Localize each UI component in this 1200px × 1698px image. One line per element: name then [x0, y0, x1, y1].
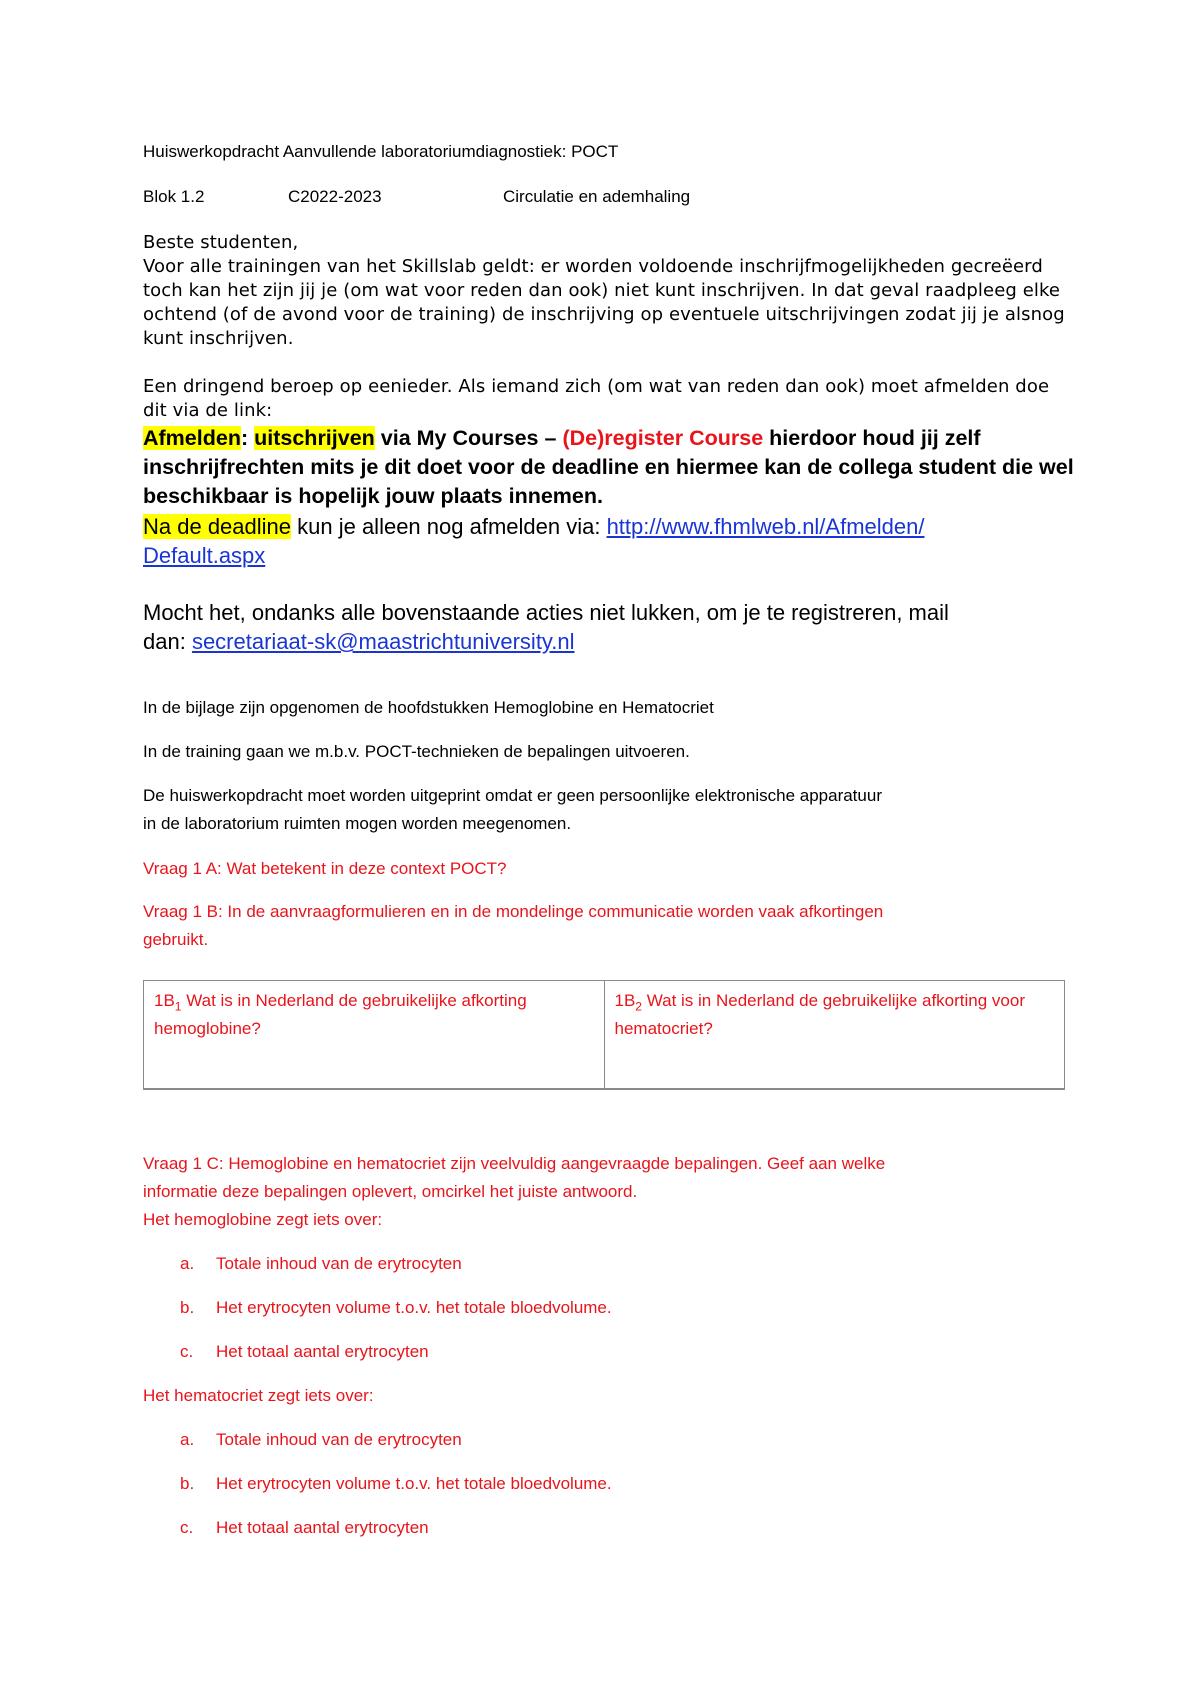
afmelden-link-continued[interactable]: Default.aspx [143, 543, 266, 568]
course-theme: Circulatie en ademhaling [503, 187, 691, 206]
list-item[interactable] [180, 1250, 462, 1278]
header-meta-row [143, 183, 1043, 211]
list-item[interactable] [180, 1514, 429, 1542]
abbreviation-table [143, 980, 1065, 1090]
hematocriet-heading: Het hematocriet zegt iets over: [143, 1386, 374, 1405]
contact-paragraph [143, 598, 1078, 656]
cell1-prefix: 1B [154, 991, 175, 1010]
cell2-text: Wat is in Nederland de gebruikelijke afkorting voor hematocriet? [614, 991, 1025, 1038]
list-item[interactable] [180, 1294, 612, 1322]
afmelden-instructions [143, 424, 1078, 511]
blok-label: Blok 1.2 [143, 187, 205, 206]
question-1c-line2: informatie deze bepalingen oplevert, omcirkel het juiste antwoord. [143, 1182, 638, 1201]
appeal-paragraph: Een dringend beroep op eenieder. Als iemand zich (om wat van reden dan ook) moet afmelden doe dit via de link: [143, 376, 1050, 421]
intro-paragraph: Voor alle trainingen van het Skillslab geldt: er worden voldoende inschrijfmogelijkheden gecreëerd toch kan het zijn jij je (om wat voor reden dan ook) niet kunt inschrijven. In dat geval raadpleeg elke ochtend (of de avond voor de training) de inschrijving op eventuele uitschrijvingen zodat jij je alsnog kunt inschrijven. [143, 256, 1065, 349]
cell2-prefix: 1B [614, 991, 636, 1010]
option-letter: c. [180, 1518, 194, 1537]
after-deadline-line [143, 512, 1078, 570]
after-deadline-highlight: Na de deadline [143, 514, 292, 539]
training-paragraph: In de training gaan we m.b.v. POCT-technieken de bepalingen uitvoeren. [143, 742, 690, 761]
question-1c-line1: Vraag 1 C: Hemoglobine en hematocriet zijn veelvuldig aangevraagde bepalingen. Geef aan welke [143, 1154, 886, 1173]
afmelden-link[interactable]: http://www.fhmlweb.nl/Afmelden/ [606, 514, 925, 539]
option-letter: a. [180, 1254, 195, 1273]
contact-line: Mocht het, ondanks alle bovenstaande acties niet lukken, om je te registreren, mail [143, 600, 949, 625]
hemoglobine-heading: Het hemoglobine zegt iets over: [143, 1210, 383, 1229]
list-item[interactable] [180, 1426, 462, 1454]
afmelden-colon: : [240, 426, 249, 450]
cell1-text: Wat is in Nederland de gebruikelijke afkorting hemoglobine? [154, 991, 527, 1038]
option-text: Het totaal aantal erytrocyten [216, 1518, 429, 1537]
print-paragraph-line1: De huiswerkopdracht moet worden uitgeprint omdat er geen persoonlijke elektronische apparatuur [143, 786, 882, 805]
option-text: Totale inhoud van de erytrocyten [216, 1254, 462, 1273]
cell2-subscript: 2 [635, 999, 642, 1014]
option-text: Het erytrocyten volume t.o.v. het totale bloedvolume. [216, 1474, 612, 1493]
deregister-course: (De)register Course [562, 426, 764, 450]
option-letter: a. [180, 1430, 195, 1449]
document-title: Huiswerkopdracht Aanvullende laboratoriumdiagnostiek: POCT [143, 142, 619, 161]
list-item[interactable] [180, 1338, 429, 1366]
bijlage-paragraph: In de bijlage zijn opgenomen de hoofdstukken Hemoglobine en Hematocriet [143, 698, 714, 717]
contact-email-link[interactable]: secretariaat-sk@maastrichtuniversity.nl [191, 629, 575, 654]
question-1b-line1: Vraag 1 B: In de aanvraagformulieren en in de mondelinge communicatie worden vaak afkortingen [143, 902, 884, 921]
table-row [144, 981, 1065, 1090]
afmelden-rest: hierdoor houd jij zelf inschrijfrechten mits je dit doet voor de deadline en hiermee kan de collega student die wel beschikbaar is hopelijk jouw plaats innemen. [143, 426, 1074, 508]
cell1-subscript: 1 [174, 999, 182, 1014]
option-text: Het totaal aantal erytrocyten [216, 1342, 429, 1361]
question-1b-line2: gebruikt. [143, 930, 209, 949]
course-code: C2022-2023 [288, 187, 382, 206]
after-deadline-text: kun je alleen nog afmelden via: [291, 514, 607, 539]
option-letter: c. [180, 1342, 194, 1361]
afmelden-highlight: Afmelden [143, 426, 241, 450]
greeting: Beste studenten, [143, 232, 299, 253]
contact-dan: dan: [143, 629, 192, 654]
option-text: Totale inhoud van de erytrocyten [216, 1430, 462, 1449]
option-letter: b. [180, 1474, 195, 1493]
uitschrijven-highlight: uitschrijven [254, 426, 375, 450]
option-text: Het erytrocyten volume t.o.v. het totale bloedvolume. [216, 1298, 612, 1317]
list-item[interactable] [180, 1470, 612, 1498]
question-1a: Vraag 1 A: Wat betekent in deze context POCT? [143, 859, 507, 878]
table-cell-hemoglobine[interactable] [144, 981, 605, 1090]
option-letter: b. [180, 1298, 195, 1317]
print-paragraph-line2: in de laboratorium ruimten mogen worden meegenomen. [143, 814, 572, 833]
via-my-courses: via My Courses – [374, 426, 563, 450]
table-cell-hematocriet[interactable] [604, 981, 1065, 1090]
